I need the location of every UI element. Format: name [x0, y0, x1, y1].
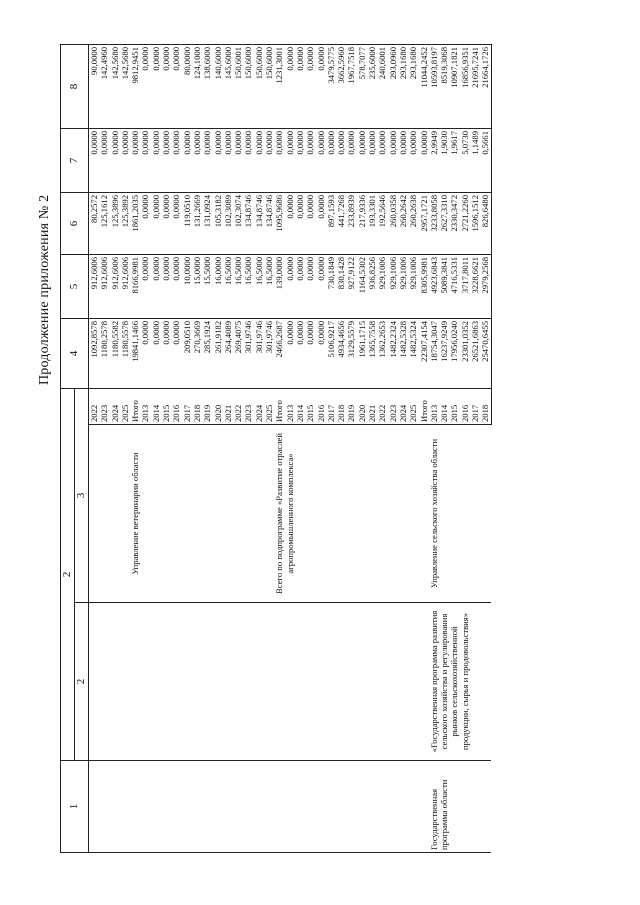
value-cell-8: 124,1000: [192, 45, 202, 129]
value-cell-4: 5106,9217: [326, 319, 336, 389]
program-type-cell: Государственная программа области: [429, 761, 491, 853]
value-cell-6: 119,0510: [182, 193, 192, 255]
value-cell-5: 15,5000: [202, 255, 212, 319]
value-cell-4: 1180,5578: [120, 319, 130, 389]
value-cell-7: 0,0000: [305, 129, 315, 193]
value-cell-6: 192,5646: [377, 193, 387, 255]
program-type-cell: [130, 761, 274, 853]
value-cell-5: 16,5000: [233, 255, 243, 319]
value-cell-7: 0,0000: [99, 129, 109, 193]
value-cell-8: 145,6000: [223, 45, 233, 129]
year-cell: 2014: [295, 389, 305, 425]
value-cell-7: 2,9949: [429, 129, 439, 193]
value-cell-4: 23301,0352: [460, 319, 470, 389]
value-cell-5: 1164,5302: [357, 255, 367, 319]
value-cell-4: 301,9746: [243, 319, 253, 389]
value-cell-4: 270,3669: [192, 319, 202, 389]
value-cell-5: 0,0000: [285, 255, 295, 319]
header-col-3: 3: [75, 389, 89, 603]
value-cell-8: 3662,5960: [336, 45, 346, 129]
value-cell-8: 140,6000: [213, 45, 223, 129]
value-cell-6: 826,6480: [480, 193, 491, 255]
value-cell-8: 21695,7241: [470, 45, 480, 129]
year-cell: 2015: [449, 389, 459, 425]
value-cell-5: 0,0000: [305, 255, 315, 319]
value-cell-5: 3228,6621: [470, 255, 480, 319]
value-cell-4: 0,0000: [171, 319, 181, 389]
value-cell-4: 26521,6863: [470, 319, 480, 389]
page-caption: Продолжение приложения № 2: [37, 194, 52, 385]
value-cell-6: 0,0000: [305, 193, 315, 255]
value-cell-5: 0,0000: [171, 255, 181, 319]
value-cell-4: 0,0000: [316, 319, 326, 389]
year-cell: 2016: [460, 389, 470, 425]
year-cell: 2024: [110, 389, 120, 425]
year-cell: 2023: [243, 389, 253, 425]
value-cell-8: 293,1680: [408, 45, 418, 129]
value-cell-5: 830,1428: [336, 255, 346, 319]
value-cell-7: 0,0000: [408, 129, 418, 193]
value-cell-7: 0,0000: [120, 129, 130, 193]
value-cell-6: 80,2572: [89, 193, 100, 255]
value-cell-4: 1362,2653: [377, 319, 387, 389]
year-cell: 2013: [285, 389, 295, 425]
value-cell-5: 912,6006: [120, 255, 130, 319]
program-name-cell: [274, 603, 428, 761]
program-name-cell: [130, 603, 274, 761]
value-cell-5: 936,8256: [367, 255, 377, 319]
value-cell-8: 0,0000: [316, 45, 326, 129]
value-cell-4: 1961,1715: [357, 319, 367, 389]
value-cell-7: 0,0000: [233, 129, 243, 193]
value-cell-5: 929,1006: [377, 255, 387, 319]
table-row: [130, 45, 140, 853]
value-cell-4: 17956,0240: [449, 319, 459, 389]
value-cell-8: 150,6000: [254, 45, 264, 129]
value-cell-8: 293,0960: [388, 45, 398, 129]
value-cell-4: 264,4089: [223, 319, 233, 389]
program-name-cell: [89, 603, 131, 761]
value-cell-7: 0,0000: [367, 129, 377, 193]
value-cell-8: 1967,7518: [346, 45, 356, 129]
value-cell-5: 16,5000: [223, 255, 233, 319]
year-cell: 2021: [223, 389, 233, 425]
year-cell: 2025: [120, 389, 130, 425]
value-cell-6: 0,0000: [140, 193, 150, 255]
year-cell: 2023: [388, 389, 398, 425]
year-cell: 2022: [377, 389, 387, 425]
value-cell-5: 929,1006: [388, 255, 398, 319]
value-cell-7: 0,0000: [89, 129, 100, 193]
value-cell-5: 10,0000: [182, 255, 192, 319]
value-cell-5: 15,0000: [192, 255, 202, 319]
value-cell-5: 4923,6843: [429, 255, 439, 319]
value-cell-4: 22307,4154: [419, 319, 429, 389]
value-cell-5: 3717,8011: [460, 255, 470, 319]
value-cell-4: 285,1924: [202, 319, 212, 389]
value-cell-7: 5,0730: [460, 129, 470, 193]
value-cell-7: 0,0000: [419, 129, 429, 193]
value-cell-8: 235,6000: [367, 45, 377, 129]
value-cell-8: 240,6001: [377, 45, 387, 129]
value-cell-4: 18754,3047: [429, 319, 439, 389]
value-cell-5: 0,0000: [161, 255, 171, 319]
value-cell-8: 150,6000: [243, 45, 253, 129]
year-cell: Итого: [274, 389, 284, 425]
value-cell-5: 16,0000: [213, 255, 223, 319]
year-cell: 2016: [316, 389, 326, 425]
value-cell-5: 927,9122: [346, 255, 356, 319]
value-cell-5: 730,1849: [326, 255, 336, 319]
value-cell-6: 2627,3310: [439, 193, 449, 255]
value-cell-8: 11044,2452: [419, 45, 429, 129]
header-col-4: 4: [61, 319, 89, 389]
value-cell-8: 0,0000: [171, 45, 181, 129]
value-cell-6: 0,0000: [285, 193, 295, 255]
value-cell-7: 0,0000: [202, 129, 212, 193]
value-cell-5: 912,6006: [89, 255, 100, 319]
value-cell-4: 301,9746: [264, 319, 274, 389]
year-cell: 2014: [439, 389, 449, 425]
value-cell-4: 1482,5328: [398, 319, 408, 389]
value-cell-5: 16,5000: [254, 255, 264, 319]
year-cell: 2024: [254, 389, 264, 425]
value-cell-6: 2957,1721: [419, 193, 429, 255]
value-cell-4: 261,9182: [213, 319, 223, 389]
value-cell-4: 269,4075: [233, 319, 243, 389]
value-cell-7: 0,0000: [398, 129, 408, 193]
value-cell-4: 0,0000: [305, 319, 315, 389]
value-cell-5: 16,5000: [264, 255, 274, 319]
year-cell: 2017: [326, 389, 336, 425]
value-cell-5: 0,0000: [316, 255, 326, 319]
value-cell-8: 9812,9451: [130, 45, 140, 129]
value-cell-6: 0,0000: [316, 193, 326, 255]
year-cell: 2015: [161, 389, 171, 425]
year-cell: 2017: [470, 389, 480, 425]
value-cell-4: 0,0000: [140, 319, 150, 389]
value-cell-6: 441,7268: [336, 193, 346, 255]
value-cell-4: 1365,7558: [367, 319, 377, 389]
value-cell-8: 10593,8197: [429, 45, 439, 129]
year-cell: 2022: [89, 389, 100, 425]
program-name-cell: «Государственная программа развития сельского хозяйства и регулирования рынков сельскохозяйственной продукции, сырья и продовольствия»: [429, 603, 491, 761]
value-cell-7: 0,0000: [151, 129, 161, 193]
table-row: [429, 45, 439, 853]
executor-cell: Всего по подпрограмме «Развитие отраслей агропромышленного комплекса»: [274, 425, 428, 603]
value-cell-6: 0,0000: [295, 193, 305, 255]
year-cell: 2020: [357, 389, 367, 425]
value-cell-7: 0,0000: [377, 129, 387, 193]
value-cell-6: 193,3301: [367, 193, 377, 255]
value-cell-4: 301,9746: [254, 319, 264, 389]
value-cell-7: 0,0000: [130, 129, 140, 193]
value-cell-6: 105,3182: [213, 193, 223, 255]
value-cell-5: 929,1006: [398, 255, 408, 319]
header-col-2: 2: [75, 603, 89, 761]
header-col-8: 8: [61, 45, 89, 129]
value-cell-6: 260,2638: [408, 193, 418, 255]
value-cell-6: 134,8746: [264, 193, 274, 255]
value-cell-8: 142,5680: [120, 45, 130, 129]
value-cell-4: 1180,2578: [99, 319, 109, 389]
table-row: [89, 45, 100, 853]
year-cell: 2018: [336, 389, 346, 425]
value-cell-4: 4934,4656: [336, 319, 346, 389]
value-cell-6: 1596,1512: [470, 193, 480, 255]
header-group-row: [61, 45, 75, 853]
value-cell-8: 142,5680: [110, 45, 120, 129]
value-cell-6: 1095,9686: [274, 193, 284, 255]
value-cell-8: 0,0000: [285, 45, 295, 129]
program-type-cell: [89, 761, 131, 853]
value-cell-8: 1231,3001: [274, 45, 284, 129]
value-cell-7: 0,0000: [192, 129, 202, 193]
year-cell: 2015: [305, 389, 315, 425]
value-cell-7: 0,0000: [110, 129, 120, 193]
year-cell: 2016: [171, 389, 181, 425]
executor-cell: Управление ветеринарии области: [130, 425, 274, 603]
value-cell-8: 0,0000: [151, 45, 161, 129]
value-cell-4: 209,0510: [182, 319, 192, 389]
value-cell-8: 8519,3068: [439, 45, 449, 129]
value-cell-4: 2466,2687: [274, 319, 284, 389]
value-cell-7: 0,0000: [182, 129, 192, 193]
executor-cell: Управление сельского хозяйства области: [429, 425, 491, 603]
year-cell: 2014: [151, 389, 161, 425]
value-cell-6: 125,3892: [120, 193, 130, 255]
value-cell-7: 0,0000: [213, 129, 223, 193]
value-cell-6: 134,8746: [254, 193, 264, 255]
year-cell: 2025: [264, 389, 274, 425]
year-cell: 2019: [202, 389, 212, 425]
value-cell-8: 142,4960: [99, 45, 109, 129]
table-body: [89, 45, 492, 853]
value-cell-5: 0,0000: [140, 255, 150, 319]
value-cell-7: 0,0000: [161, 129, 171, 193]
year-cell: 2018: [480, 389, 491, 425]
value-cell-7: 1,1489: [470, 129, 480, 193]
year-cell: Итого: [130, 389, 140, 425]
header-col-6: 6: [61, 193, 89, 255]
table-row: [274, 45, 284, 853]
value-cell-6: 2721,2260: [460, 193, 470, 255]
value-cell-6: 3233,8058: [429, 193, 439, 255]
appendix-table: [60, 44, 492, 853]
value-cell-7: 0,0000: [285, 129, 295, 193]
year-cell: 2020: [213, 389, 223, 425]
value-cell-4: 25470,6455: [480, 319, 491, 389]
value-cell-7: 0,0000: [274, 129, 284, 193]
value-cell-8: 3479,5775: [326, 45, 336, 129]
value-cell-7: 0,0000: [295, 129, 305, 193]
value-cell-7: 0,0000: [316, 129, 326, 193]
value-cell-8: 80,0000: [182, 45, 192, 129]
value-cell-6: 134,8746: [243, 193, 253, 255]
year-cell: 2019: [346, 389, 356, 425]
value-cell-5: 0,0000: [295, 255, 305, 319]
value-cell-8: 293,1680: [398, 45, 408, 129]
value-cell-6: 102,3089: [223, 193, 233, 255]
value-cell-6: 102,3074: [233, 193, 243, 255]
value-cell-4: 1180,5582: [110, 319, 120, 389]
value-cell-4: 19841,1466: [130, 319, 140, 389]
value-cell-5: 4716,5331: [449, 255, 459, 319]
value-cell-4: 1482,2324: [388, 319, 398, 389]
year-cell: 2022: [233, 389, 243, 425]
value-cell-5: 0,0000: [151, 255, 161, 319]
value-cell-8: 578,7077: [357, 45, 367, 129]
value-cell-4: 0,0000: [161, 319, 171, 389]
value-cell-5: 2979,2568: [480, 255, 491, 319]
value-cell-5: 912,6006: [99, 255, 109, 319]
executor-cell: [89, 425, 131, 603]
value-cell-6: 2330,3472: [449, 193, 459, 255]
value-cell-8: 21664,1726: [480, 45, 491, 129]
value-cell-5: 912,6006: [110, 255, 120, 319]
value-cell-7: 0,0000: [171, 129, 181, 193]
year-cell: 2024: [398, 389, 408, 425]
value-cell-5: 139,0000: [274, 255, 284, 319]
program-type-cell: [274, 761, 428, 853]
year-cell: 2021: [367, 389, 377, 425]
value-cell-7: 0,0000: [140, 129, 150, 193]
value-cell-6: 260,0358: [388, 193, 398, 255]
value-cell-5: 8305,9981: [419, 255, 429, 319]
value-cell-8: 138,6000: [202, 45, 212, 129]
value-cell-7: 0,0000: [388, 129, 398, 193]
year-cell: 2018: [192, 389, 202, 425]
value-cell-8: 0,0000: [140, 45, 150, 129]
value-cell-8: 90,0000: [89, 45, 100, 129]
year-cell: 2017: [182, 389, 192, 425]
value-cell-6: 1861,2035: [130, 193, 140, 255]
value-cell-8: 150,6001: [233, 45, 243, 129]
value-cell-8: 0,0000: [305, 45, 315, 129]
value-cell-6: 0,0000: [171, 193, 181, 255]
header-col-1: 1: [61, 761, 89, 853]
value-cell-4: 0,0000: [151, 319, 161, 389]
value-cell-5: 5089,3841: [439, 255, 449, 319]
value-cell-6: 131,2669: [192, 193, 202, 255]
value-cell-6: 131,0924: [202, 193, 212, 255]
value-cell-6: 0,0000: [151, 193, 161, 255]
value-cell-4: 0,0000: [295, 319, 305, 389]
value-cell-6: 125,1612: [99, 193, 109, 255]
value-cell-6: 233,8939: [346, 193, 356, 255]
value-cell-7: 0,0000: [326, 129, 336, 193]
value-cell-8: 16856,9351: [460, 45, 470, 129]
header-col-7: 7: [61, 129, 89, 193]
year-cell: Итого: [419, 389, 429, 425]
value-cell-8: 150,6000: [264, 45, 274, 129]
value-cell-7: 1,9617: [449, 129, 459, 193]
value-cell-7: 0,5661: [480, 129, 491, 193]
value-cell-6: 0,0000: [161, 193, 171, 255]
header-group-2: 2: [61, 389, 75, 761]
value-cell-7: 0,0000: [254, 129, 264, 193]
header-col-5: 5: [61, 255, 89, 319]
value-cell-7: 0,0000: [223, 129, 233, 193]
value-cell-6: 260,2642: [398, 193, 408, 255]
value-cell-8: 0,0000: [295, 45, 305, 129]
value-cell-6: 125,3896: [110, 193, 120, 255]
value-cell-7: 0,0000: [243, 129, 253, 193]
value-cell-7: 1,9030: [439, 129, 449, 193]
year-cell: 2025: [408, 389, 418, 425]
value-cell-4: 0,0000: [285, 319, 295, 389]
value-cell-6: 217,9336: [357, 193, 367, 255]
value-cell-7: 0,0000: [264, 129, 274, 193]
value-cell-5: 8166,9981: [130, 255, 140, 319]
value-cell-4: 1482,5324: [408, 319, 418, 389]
value-cell-4: 1092,8578: [89, 319, 100, 389]
value-cell-8: 0,0000: [161, 45, 171, 129]
value-cell-7: 0,0000: [336, 129, 346, 193]
value-cell-6: 897,1593: [326, 193, 336, 255]
value-cell-7: 0,0000: [346, 129, 356, 193]
year-cell: 2013: [429, 389, 439, 425]
value-cell-4: 16237,9249: [439, 319, 449, 389]
value-cell-7: 0,0000: [357, 129, 367, 193]
value-cell-5: 929,1006: [408, 255, 418, 319]
value-cell-8: 10907,1821: [449, 45, 459, 129]
year-cell: 2023: [99, 389, 109, 425]
year-cell: 2013: [140, 389, 150, 425]
value-cell-5: 16,5000: [243, 255, 253, 319]
value-cell-4: 3129,5579: [346, 319, 356, 389]
